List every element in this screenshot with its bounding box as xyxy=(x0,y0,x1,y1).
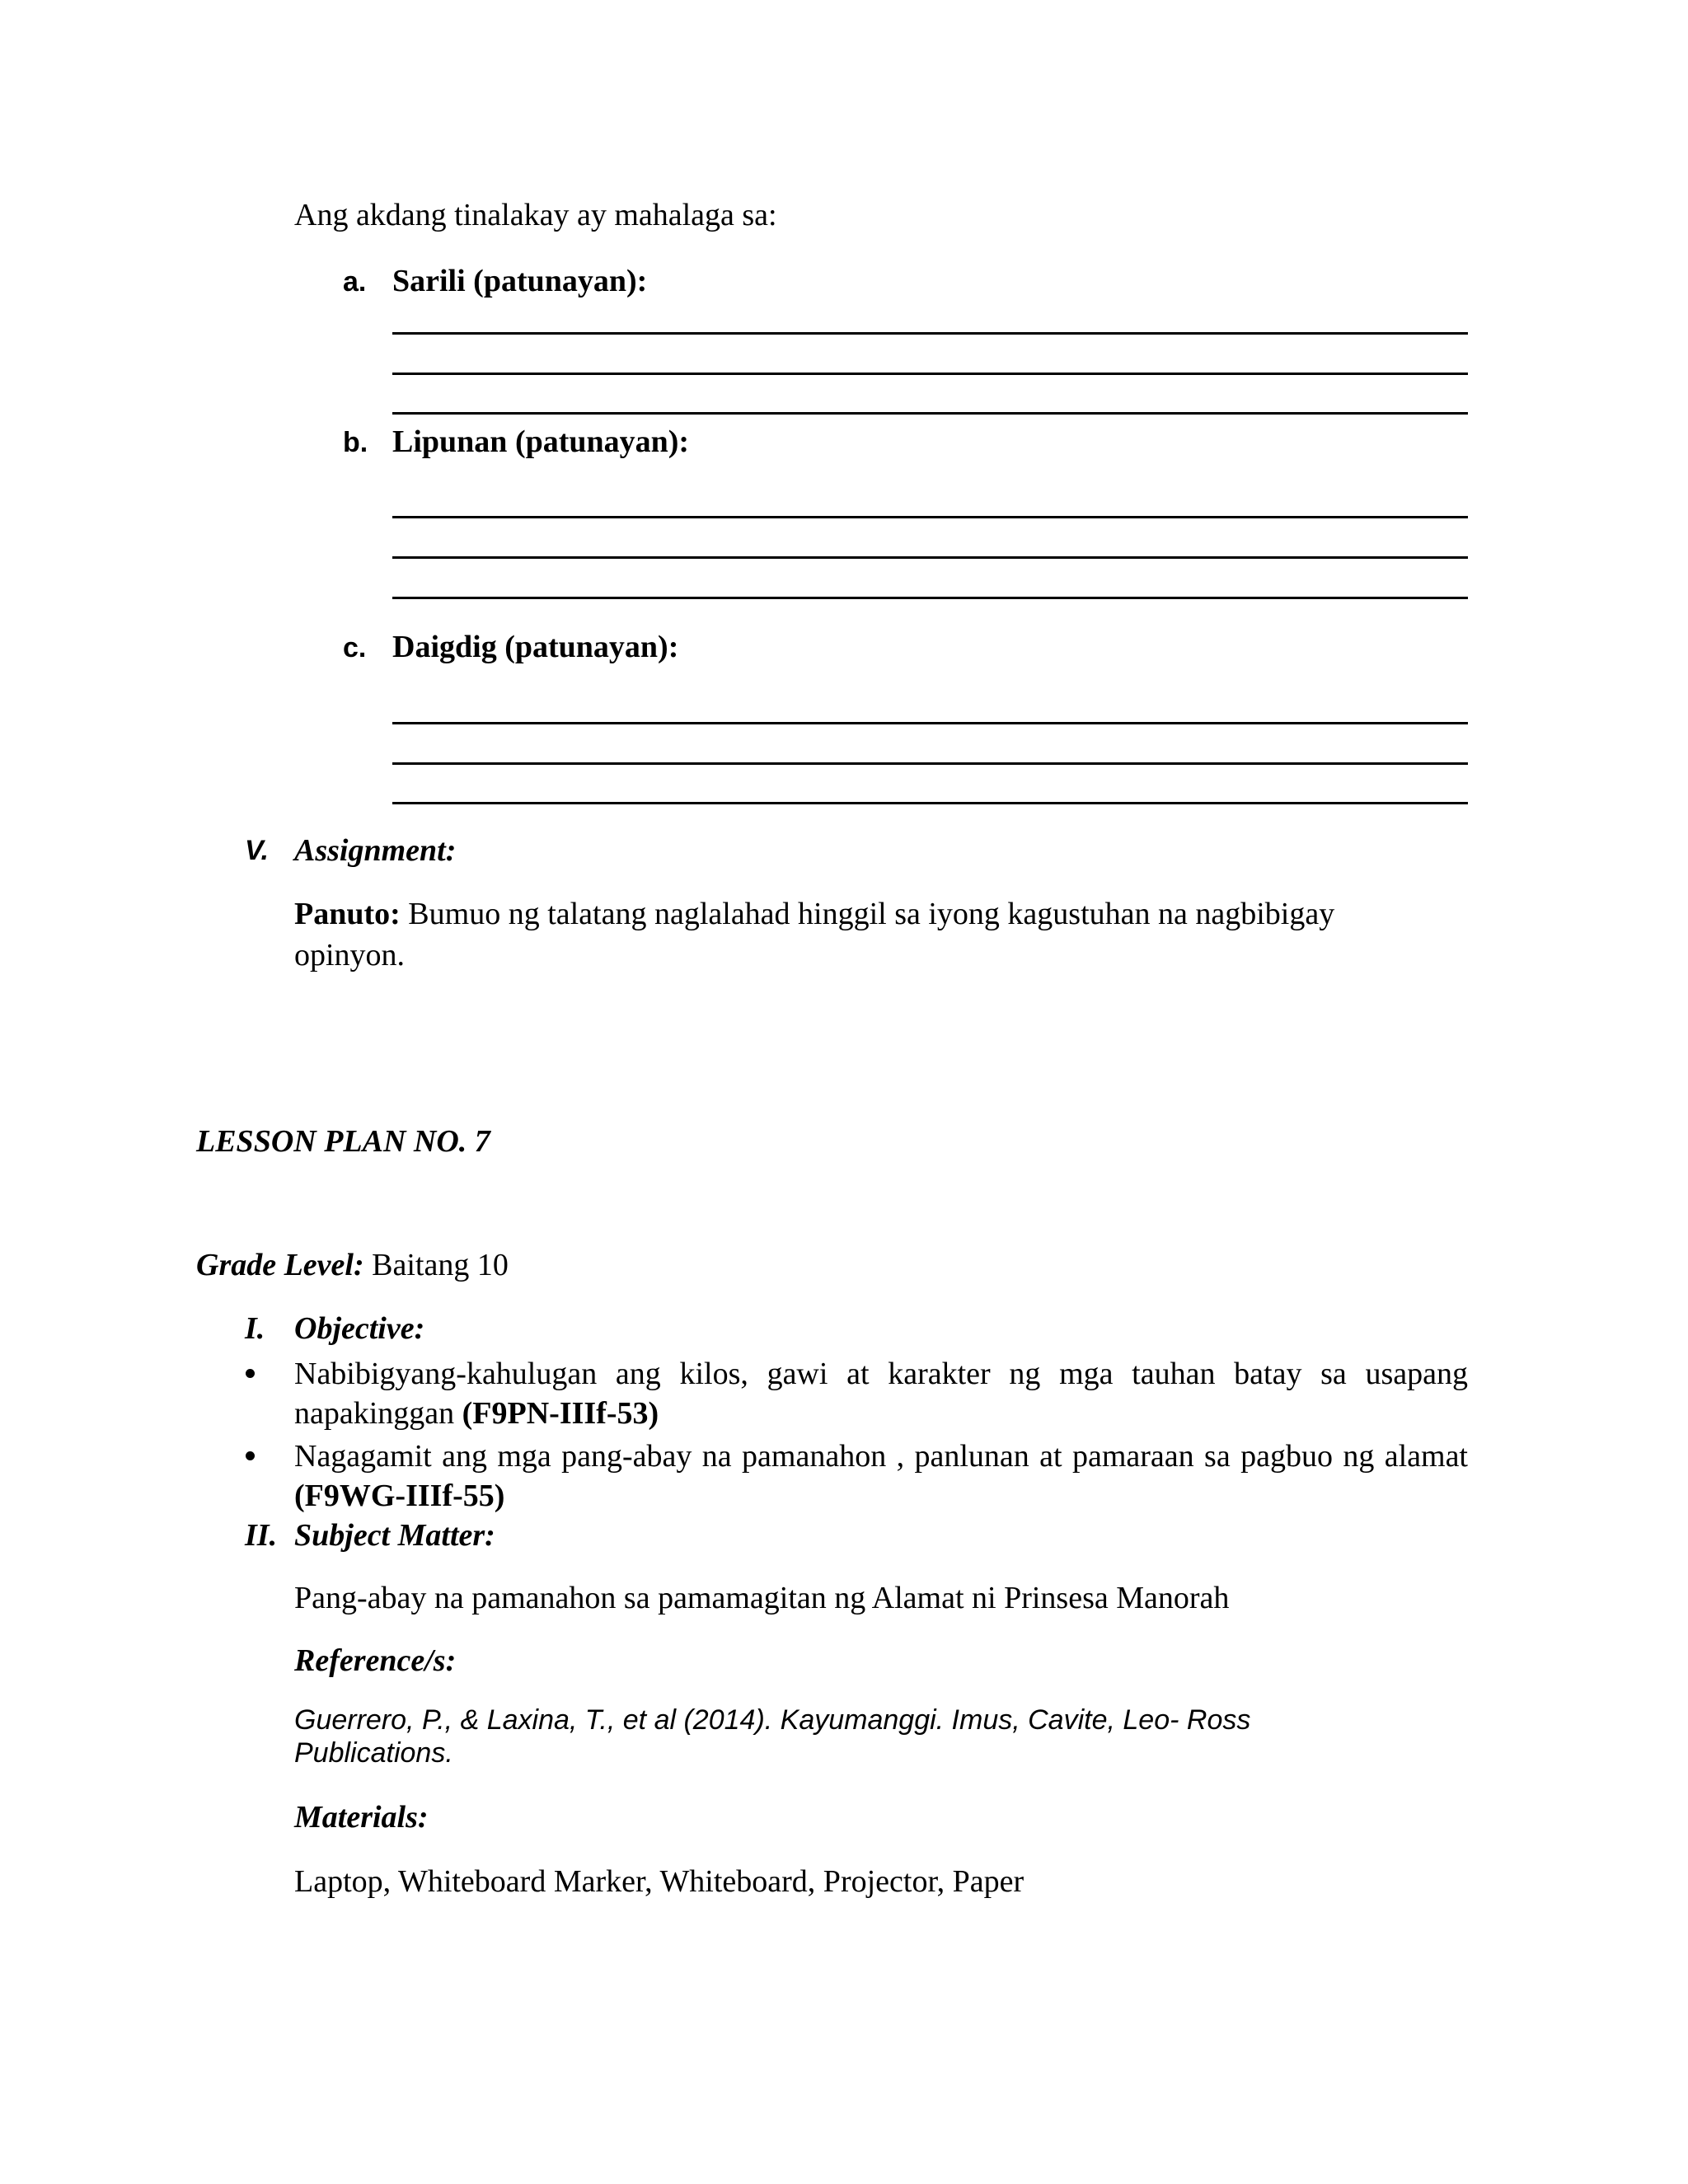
assignment-marker: V. xyxy=(245,835,270,866)
intro-text: Ang akdang tinalakay ay mahalaga sa: xyxy=(294,198,777,232)
answer-line xyxy=(392,332,1468,335)
lesson-plan-title: LESSON PLAN NO. 7 xyxy=(196,1124,490,1159)
item-b-marker: b. xyxy=(343,427,368,458)
assignment-heading: Assignment: xyxy=(294,833,457,868)
answer-line xyxy=(392,556,1468,559)
item-c-marker: c. xyxy=(343,632,367,663)
materials-label: Materials: xyxy=(294,1800,429,1835)
objective-1-text: napakinggan xyxy=(294,1396,455,1431)
bullet-icon xyxy=(246,1369,255,1378)
grade-level-label: Grade Level: xyxy=(196,1248,364,1282)
references-label: Reference/s: xyxy=(294,1643,457,1678)
objective-2-line-1: Nagagamit ang mga pang-abay na pamanahon , panlunan at pamaraan sa pagbuo ng alamat xyxy=(294,1439,1468,1474)
objective-1-code: (F9PN-IIIf-53) xyxy=(462,1396,659,1431)
answer-line xyxy=(392,802,1468,804)
answer-line xyxy=(392,412,1468,415)
item-c-label: Daigdig (patunayan): xyxy=(392,630,679,664)
answer-line xyxy=(392,762,1468,765)
item-a-label: Sarili (patunayan): xyxy=(392,264,648,298)
objective-1-line-2 xyxy=(294,1398,659,1429)
subject-matter-marker: II. xyxy=(245,1518,278,1553)
objective-marker: I. xyxy=(245,1311,265,1346)
materials-list: Laptop, Whiteboard Marker, Whiteboard, Projector, Paper xyxy=(294,1864,1025,1899)
panuto-label: Panuto: xyxy=(294,897,401,931)
panuto-text: Bumuo ng talatang naglalahad hinggil sa iyong kagustuhan na nagbibigay xyxy=(408,897,1335,931)
panuto-line-2: opinyon. xyxy=(294,938,406,972)
objective-heading: Objective: xyxy=(294,1311,425,1346)
item-b-label: Lipunan (patunayan): xyxy=(392,424,690,459)
answer-line xyxy=(392,722,1468,724)
objective-2-code: (F9WG-IIIf-55) xyxy=(294,1479,505,1513)
answer-line xyxy=(392,597,1468,599)
item-a-marker: a. xyxy=(343,266,367,298)
answer-line xyxy=(392,516,1468,518)
bullet-icon xyxy=(246,1451,255,1460)
subject-topic: Pang-abay na pamanahon sa pamamagitan ng Alamat ni Prinsesa Manorah xyxy=(294,1581,1230,1615)
panuto-line-1 xyxy=(294,898,1334,930)
objective-1-line-1: Nabibigyang-kahulugan ang kilos, gawi at karakter ng mga tauhan batay sa usapang xyxy=(294,1357,1468,1391)
reference-line-1: Guerrero, P., & Laxina, T., et al (2014). Kayumanggi. Imus, Cavite, Leo- Ross xyxy=(294,1704,1251,1736)
answer-line xyxy=(392,373,1468,375)
grade-level-value: Baitang 10 xyxy=(372,1248,509,1282)
reference-line-2: Publications. xyxy=(294,1737,453,1769)
grade-level xyxy=(196,1249,509,1281)
subject-matter-heading: Subject Matter: xyxy=(294,1518,495,1553)
